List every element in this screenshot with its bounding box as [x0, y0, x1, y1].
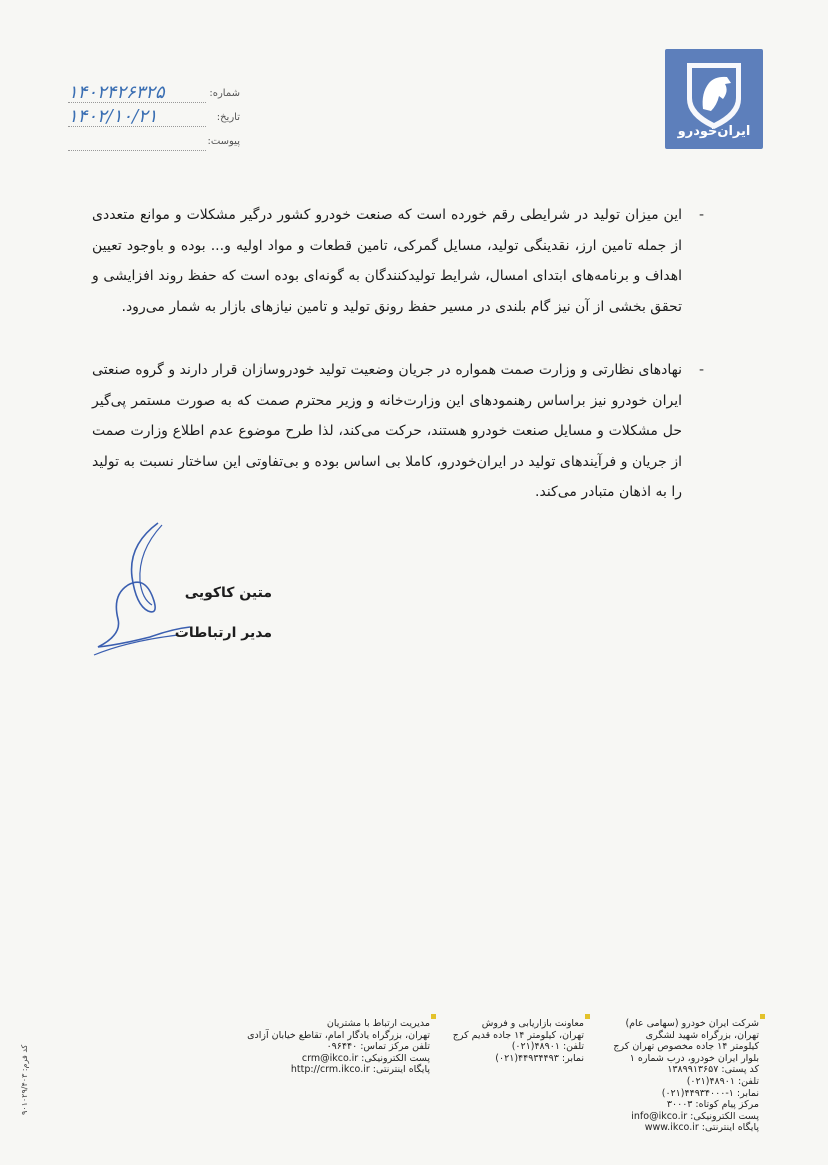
handwritten-signature [88, 515, 198, 665]
footer-sales-info [453, 1018, 584, 1064]
footer-line: نمابر: ۱-۴۴۹۳۴۰۰۰(۰۲۱) [661, 1087, 759, 1099]
bullet-dash: - [698, 362, 704, 378]
footer-line: تلفن: ۴۸۹۰۱(۰۲۱) [511, 1041, 584, 1053]
attachment-field [60, 130, 240, 154]
date-field [60, 106, 240, 130]
logo-wordmark: ایران‌خودرو [677, 124, 751, 139]
footer-line: کد پستی: ۱۳۸۹۹۱۳۶۵۷ [667, 1064, 759, 1076]
body-paragraph-2 [92, 355, 704, 508]
date-label: تاریخ: [216, 112, 240, 123]
footer-mark [431, 1014, 436, 1019]
number-field [60, 82, 240, 106]
number-value: ۱۴۰۲۴۲۶۳۲۵ [68, 82, 165, 103]
attachment-line [68, 150, 206, 151]
number-label: شماره: [209, 88, 240, 99]
ikco-logo [665, 49, 763, 149]
footer-website[interactable]: پایگاه اینترنتی: http://crm.ikco.ir [290, 1064, 430, 1076]
bullet-dash: - [698, 207, 704, 223]
footer-line: کیلومتر ۱۴ جاده مخصوص تهران کرج [613, 1041, 759, 1053]
footer-website[interactable]: پایگاه اینترنتی: www.ikco.ir [644, 1122, 759, 1134]
footer-crm-info [247, 1018, 430, 1076]
form-code: کد فرم: ۹۰۱۰۲۹/۴۰۳ [20, 1044, 29, 1115]
footer-line: مرکز پیام کوتاه: ۳۰۰۰۳ [666, 1099, 759, 1111]
paragraph-text: این میزان تولید در شرایطی رقم خورده است که صنعت خودرو کشور درگیر مشکلات و موانع متعددی از جمله تامین ارز، نقدینگی تولید، مسایل گمرکی، تامین قطعات و مواد اولیه و... بوده و باوجود تعیین اهداف و برنامه‌های ابتدای امسال، شرایط تولیدکنندگان به گونه‌ای بوده است که حفظ روند افزایشی و تحقق بخشی از آن نیز گام بلندی در مسیر حفظ رونق تولید و تامین نیازهای بازار به شمار می‌رود. [92, 207, 682, 315]
footer-company-info [613, 1018, 759, 1134]
footer-line: شرکت ایران خودرو (سهامی عام) [625, 1018, 759, 1029]
attachment-label: پیوست: [207, 136, 240, 147]
footer-line: مدیریت ارتباط با مشتریان [326, 1018, 430, 1029]
footer-line: تلفن: ۴۸۹۰۱(۰۲۱) [686, 1075, 759, 1087]
footer-line: نمابر: ۴۴۹۳۴۴۹۳(۰۲۱) [495, 1052, 584, 1064]
footer-line: تهران، بزرگراه شهید لشگری [645, 1029, 759, 1041]
footer-mark [585, 1014, 590, 1019]
paragraph-text: نهادهای نظارتی و وزارت صمت همواره در جریان وضعیت تولید خودروسازان قرار دارند و گروه صنعتی ایران خودرو نیز براساس رهنمودهای این وزارت‌خانه و وزیر محترم صمت که به صورت مستمر پی‌گیر حل مشکلات و مسایل صنعت خودرو هستند، حرکت می‌کند، لذا طرح موضوع عدم اطلاع وزارت صمت از جریان و فرآیندهای تولید در ایران‌خودرو، کاملا بی اساس بوده و بی‌تفاوتی این ساختار نسبت به تولید را به اذهان متبادر می‌کند. [92, 362, 682, 500]
footer-mark [760, 1014, 765, 1019]
footer-line: معاونت بازاریابی و فروش [481, 1018, 584, 1029]
signatory-name: متین کاکویی [184, 585, 272, 601]
date-value: ۱۴۰۲/۱۰/۲۱ [68, 106, 158, 127]
footer-line: تلفن مرکز تماس: ۰۹۶۴۴۰ [326, 1041, 430, 1053]
footer-email[interactable]: پست الکترونیکی: info@ikco.ir [631, 1110, 759, 1122]
footer-email[interactable]: پست الکترونیکی: crm@ikco.ir [301, 1052, 430, 1064]
footer-line: تهران، بزرگراه یادگار امام، تقاطع خیابان آزادی [247, 1029, 430, 1041]
footer-line: تهران، کیلومتر ۱۴ جاده قدیم کرج [452, 1029, 584, 1041]
body-paragraph-1 [92, 200, 704, 322]
footer-line: بلوار ایران خودرو، درب شماره ۱ [629, 1052, 759, 1064]
signatory-title: مدیر ارتباطات [174, 625, 272, 641]
